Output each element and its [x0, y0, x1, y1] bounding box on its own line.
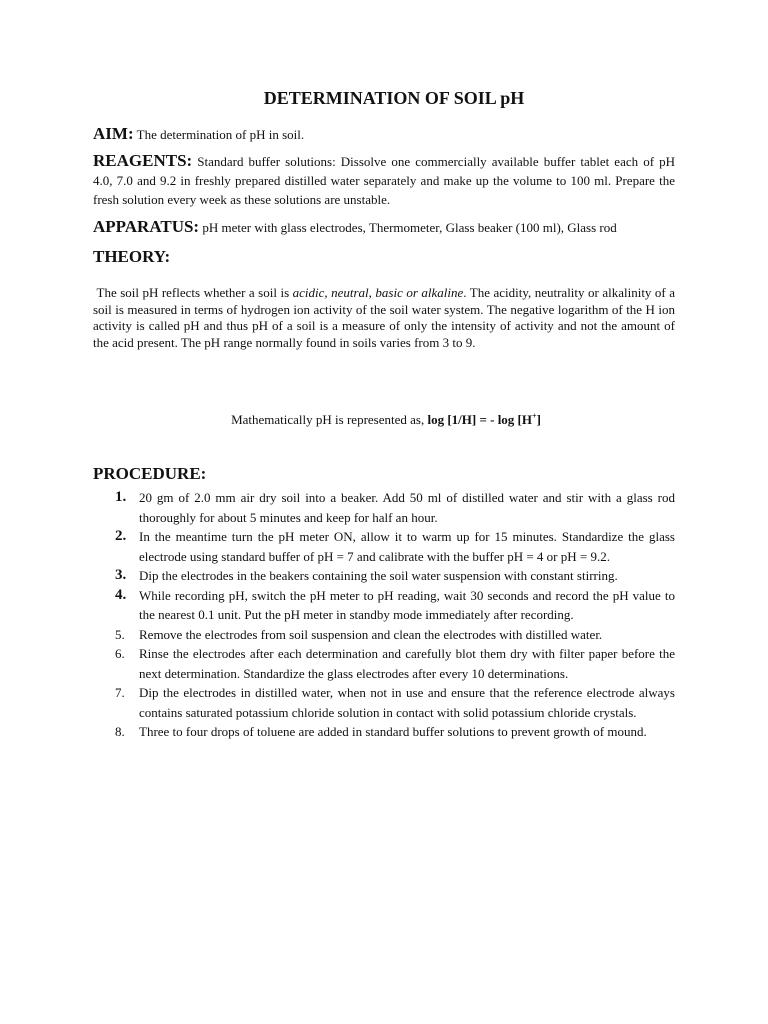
step-text: While recording pH, switch the pH meter to pH reading, wait 30 seconds and record the pH value to the nearest 0.1 unit. Put the pH meter in standby mode immediately after recording.: [139, 587, 675, 622]
procedure-step: [93, 566, 675, 586]
procedure-step: [93, 488, 675, 527]
procedure-step: [93, 586, 675, 625]
procedure-step: [93, 683, 675, 722]
theory-text-before: The soil pH reflects whether a soil is: [96, 285, 293, 300]
apparatus-section: [93, 217, 675, 237]
step-number: 8.: [115, 724, 125, 739]
theory-paragraph: [93, 285, 675, 351]
procedure-step: [93, 644, 675, 683]
theory-heading: THEORY:: [93, 247, 171, 266]
apparatus-text: pH meter with glass electrodes, Thermometer, Glass beaker (100 ml), Glass rod: [202, 220, 617, 235]
apparatus-label: APPARATUS:: [93, 217, 200, 236]
formula-line: [93, 412, 675, 428]
reagents-label: REAGENTS:: [93, 151, 193, 170]
step-text: Three to four drops of toluene are added in standard buffer solutions to prevent growth of mound.: [139, 724, 647, 739]
formula-expression-text: log [1/H] = - log [H: [427, 412, 533, 427]
procedure-step: [93, 527, 675, 566]
formula-suffix: ]: [536, 412, 541, 427]
step-number: 1.: [115, 489, 127, 505]
step-number: 6.: [115, 646, 125, 661]
step-text: Remove the electrodes from soil suspension and clean the electrodes with distilled water.: [139, 626, 603, 642]
step-number: 3.: [115, 567, 127, 583]
formula-expression: [427, 412, 540, 427]
formula-prefix: Mathematically pH is represented as,: [231, 412, 428, 427]
step-number: 5.: [115, 626, 125, 642]
step-text: In the meantime turn the pH meter ON, allow it to warm up for 15 minutes. Standardize the glass electrode using standard buffer of pH = 7 and calibrate with the buffer pH = 4 or pH = 9.2.: [139, 529, 675, 564]
step-number: 7.: [115, 685, 125, 700]
procedure-list: [93, 488, 675, 742]
step-number: 4.: [115, 586, 127, 603]
step-text: Dip the electrodes in distilled water, when not in use and ensure that the reference electrode always contains saturated potassium chloride solution in contact with solid potassium chloride crystals.: [139, 685, 675, 720]
step-number: 2.: [115, 528, 127, 544]
formula-superscript: +: [532, 411, 537, 421]
document-title: DETERMINATION OF SOIL pH: [263, 88, 525, 108]
procedure-heading: PROCEDURE:: [93, 464, 207, 483]
procedure-step: [93, 722, 675, 742]
aim-section: [93, 124, 675, 144]
reagents-section: [93, 151, 675, 209]
aim-label: AIM:: [93, 124, 134, 143]
procedure-step: [93, 625, 675, 645]
theory-emphasis: acidic, neutral, basic or alkaline: [292, 285, 464, 300]
reagents-text: Standard buffer solutions: Dissolve one commercially available buffer tablet each of pH 4.0, 7.0 and 9.2 in freshly prepared distilled water separately and make up the volume to 100 ml. Prepare the fresh solution every week as these solutions are unstable.: [93, 154, 675, 207]
document-page: [93, 88, 675, 742]
step-text: Dip the electrodes in the beakers containing the soil water suspension with constant stirring.: [139, 568, 618, 583]
step-text: Rinse the electrodes after each determination and carefully blot them dry with filter paper before the next determination. Standardize the glass electrodes after every 10 determinations.: [139, 646, 675, 681]
step-text: 20 gm of 2.0 mm air dry soil into a beaker. Add 50 ml of distilled water and stir with a glass rod thoroughly for about 5 minutes and keep for half an hour.: [139, 490, 675, 525]
aim-text: The determination of pH in soil.: [136, 127, 305, 142]
theory-text-after: . The acidity, neutrality or alkalinity of a soil is measured in terms of hydrogen ion activity of the soil water system. The negative logarithm of the H ion activity is called pH and thus pH of a soil is a measure of only the intensity of activity and not the amount of the acid present. The pH range normally found in soils varies from 3 to 9.: [93, 285, 675, 350]
